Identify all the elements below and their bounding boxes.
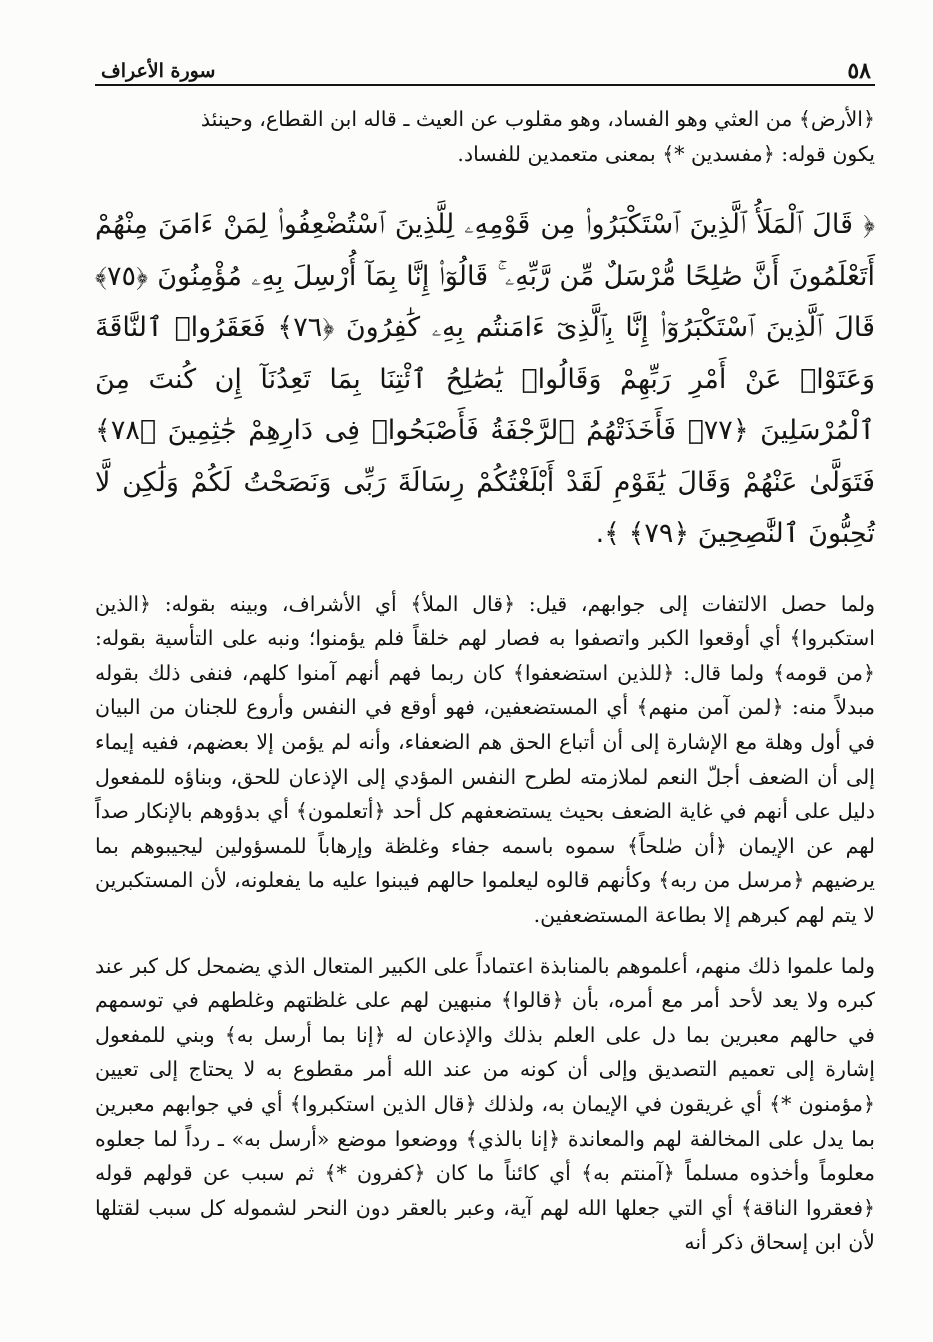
quran-verses: ﴿ قَالَ ٱلْمَلَأُ ٱلَّذِينَ ٱسْتَكْبَرُوا۟ مِن قَوْمِهِۦ لِلَّذِينَ ٱسْتُضْعِفُوا۟ لِمَنْ ءَامَنَ مِنْهُمْ أَتَعْلَمُونَ أَنَّ صَٰلِحًا مُّرْسَلٌ مِّن رَّبِّهِۦ ۚ قَالُوٓا۟ إِنَّا بِمَآ أُرْسِلَ بِهِۦ مُؤْمِنُونَ ﴿٧٥﴾ قَالَ ٱلَّذِينَ ٱسْتَكْبَرُوٓا۟ إِنَّا بِٱلَّذِىٓ ءَامَنتُم بِهِۦ كَٰفِرُونَ ﴿٧٦﴾ فَعَقَرُوا۟ ٱلنَّاقَةَ وَعَتَوْا۟ عَنْ أَمْرِ رَبِّهِمْ وَقَالُوا۟ يَٰصَٰلِحُ ٱئْتِنَا بِمَا تَعِدُنَآ إِن كُنتَ مِنَ ٱلْمُرْسَلِينَ ﴿٧٧﴾ فَأَخَذَتْهُمُ ٱلرَّجْفَةُ فَأَصْبَحُوا۟ فِى دَارِهِمْ جَٰثِمِينَ ﴿٧٨﴾ فَتَوَلَّىٰ عَنْهُمْ وَقَالَ يَٰقَوْمِ لَقَدْ أَبْلَغْتُكُمْ رِسَالَةَ رَبِّى وَنَصَحْتُ لَكُمْ وَلَٰكِن لَّا تُحِبُّونَ ٱلنَّٰصِحِينَ ﴿٧٩﴾ ﴾.: [95, 209, 875, 550]
commentary-paragraph-2: ولما علموا ذلك منهم، أعلموهم بالمنابذة اعتماداً على الكبير المتعال الذي يضمحل كل كبر عند كبره ولا يعد لأحد أمر مع أمره، بأن ﴿قالوا﴾ منبهين لهم على غلظتهم وغلطهم في توسمهم في حالهم معبرين بما دل على العلم بذلك والإذعان له ﴿إنا بما أرسل به﴾ وبني للمفعول إشارة إلى تعميم التصديق وإلى أن كونه من عند الله أمر مقطوع به لا يحتاج إلى تعيين ﴿مؤمنون *﴾ أي غريقون في الإيمان به، ولذلك ﴿قال الذين استكبروا﴾ أي في جوابهم معبرين بما يدل على المخالفة لهم والمعاندة ﴿إنا بالذي﴾ ووضعوا موضع «أرسل به» ـ رداً لما جعلوه معلوماً وأخذوه مسلماً ﴿آمنتم به﴾ أي كائناً ما كان ﴿كفرون *﴾ ثم سبب عن قولهم قوله ﴿فعقروا الناقة﴾ أي التي جعلها الله لهم آية، وعبر بالعقر دون النحر لشموله كل سبب لقتلها لأن ابن إسحاق ذكر أنه: [95, 953, 875, 1255]
intro-line-2: يكون قوله: ﴿مفسدين *﴾ بمعنى متعمدين للفساد.: [457, 141, 875, 166]
intro-paragraph: [95, 102, 875, 171]
book-page: [95, 52, 875, 1260]
intro-line-1: ﴿الأرض﴾ من العثي وهو الفساد، وهو مقلوب عن العيث ـ قاله ابن القطاع، وحينئذ: [200, 107, 875, 131]
commentary-paragraph-1: ولما حصل الالتفات إلى جوابهم، قيل: ﴿قال الملأ﴾ أي الأشراف، وبينه بقوله: ﴿الذين استكبروا﴾ أي أوقعوا الكبر واتصفوا به فصار لهم خلقاً فلم يؤمنوا؛ ونبه على التأسية بقوله: ﴿من قومه﴾ ولما قال: ﴿للذين استضعفوا﴾ كان ربما فهم أنهم آمنوا كلهم، فنفى ذلك بقوله مبدلاً منه: ﴿لمن آمن منهم﴾ أي المستضعفين، فهو أوقع في النفس وأروع للجنان من البيان في أول وهلة مع الإشارة إلى أن أتباع الحق هم الضعفاء، وأنه لم يؤمن إلا بعضهم، ففيه إيماء إلى أن الضعف أجلّ النعم لملازمته لطرح النفس المؤدي إلى الإذعان للحق، وبناؤه للمفعول دليل على أنهم في غاية الضعف بحيث يستضعفهم كل أحد ﴿أتعلمون﴾ أي بدؤوهم بالإنكار صداً لهم عن الإيمان ﴿أن صٰلحاً﴾ سموه باسمه جفاء وغلظة وإرهاباً للمسؤولين ليجيبوهم بما يرضيهم ﴿مرسل من ربه﴾ وكأنهم قالوه ليعلموا حالهم فيبنوا عليه ما يفعلونه، لأن المستكبرين لا يتم لهم كبرهم إلا بطاعة المستضعفين.: [95, 591, 875, 928]
page-number: ٥٨: [847, 58, 871, 84]
surah-title: سورة الأعراف: [101, 60, 216, 82]
page-header: [95, 52, 875, 86]
